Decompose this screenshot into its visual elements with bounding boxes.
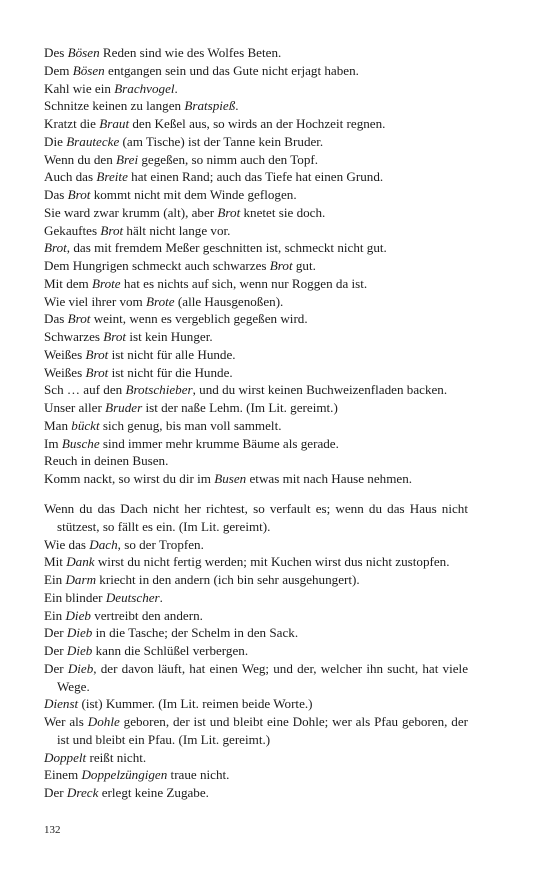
- keyword: Busen: [214, 471, 247, 486]
- proverb-line: [44, 204, 468, 222]
- text-segment: kommt nicht mit dem Winde geflogen.: [90, 187, 297, 202]
- text-segment: Ein: [44, 607, 66, 623]
- keyword: Brote: [92, 275, 121, 291]
- proverb-line: [44, 660, 468, 696]
- proverb-line: [44, 713, 468, 749]
- text-segment: .: [159, 589, 163, 605]
- text-segment: Wer als: [44, 714, 88, 729]
- keyword: Brot: [103, 329, 127, 344]
- proverb-line: [44, 310, 468, 328]
- text-segment: Mit: [44, 554, 67, 570]
- keyword: Dieb: [65, 607, 91, 623]
- text-segment: weint, wenn es vergeblich gegeßen wird.: [90, 311, 308, 327]
- keyword: Brot: [217, 204, 241, 220]
- proverb-list-d: [44, 500, 468, 802]
- text-segment: Ein blinder: [44, 589, 106, 605]
- text-segment: geboren, der ist und bleibt eine Dohle; wer als Pfau geboren, der ist und bleibt ein Pfau. (Im Lit. gereimt.): [57, 714, 469, 747]
- proverb-line: [44, 328, 468, 346]
- keyword: Deutscher: [105, 589, 160, 605]
- text-segment: ist der naße Lehm. (Im Lit. gereimt.): [142, 400, 338, 415]
- proverb-line: [44, 589, 468, 607]
- keyword: Brot: [100, 222, 124, 238]
- text-segment: gut.: [292, 258, 316, 273]
- text-segment: Im: [44, 435, 62, 451]
- text-segment: , der davon läuft, hat einen Weg; und der, welcher ihn sucht, hat viele Wege.: [57, 660, 468, 694]
- proverb-line: [44, 553, 468, 571]
- text-segment: Einem: [44, 767, 82, 783]
- text-segment: wirst du nicht fertig werden; mit Kuchen wirst dus nicht zustopfen.: [94, 554, 450, 570]
- proverb-line: [44, 766, 468, 784]
- text-segment: ist nicht für die Hunde.: [108, 364, 233, 380]
- proverb-line: [44, 470, 468, 488]
- proverb-line: [44, 399, 468, 417]
- proverb-line: [44, 80, 468, 98]
- keyword: Doppelzüngigen: [81, 767, 168, 783]
- text-segment: Kahl wie ein: [44, 80, 115, 96]
- text-segment: Der: [44, 785, 67, 800]
- text-segment: hat einen Rand; auch das Tiefe hat einen Grund.: [127, 169, 384, 185]
- text-segment: Das: [44, 187, 68, 202]
- text-segment: Dem: [44, 62, 73, 78]
- proverb-line: [44, 364, 468, 382]
- text-segment: Man: [44, 417, 72, 433]
- text-segment: vertreibt den andern.: [90, 607, 203, 623]
- proverb-line: [44, 346, 468, 364]
- proverb-line: [44, 500, 468, 536]
- keyword: Bruder: [105, 400, 143, 415]
- text-segment: Weißes: [44, 364, 86, 380]
- keyword: Dohle: [87, 714, 120, 729]
- text-segment: gegeßen, so nimm auch den Topf.: [138, 151, 319, 167]
- text-segment: (ist) Kummer. (Im Lit. reimen beide Worte.): [78, 696, 313, 712]
- text-segment: Sch … auf den: [44, 382, 126, 398]
- keyword: bückt: [71, 417, 100, 433]
- text-segment: Wenn du das Dach nicht her richtest, so verfault es; wenn du das Haus nicht stützest, so fällt es ein. (Im Lit. gereimt).: [44, 501, 468, 534]
- proverb-line: [44, 222, 468, 240]
- proverb-line: [44, 115, 468, 133]
- text-segment: Der: [44, 625, 67, 641]
- text-segment: Der: [44, 643, 67, 658]
- text-segment: traue nicht.: [167, 767, 230, 783]
- text-segment: , so der Tropfen.: [117, 536, 204, 552]
- text-segment: Dem Hungrigen schmeckt auch schwarzes: [44, 258, 270, 273]
- text-segment: Der: [44, 660, 68, 676]
- keyword: Breite: [96, 169, 128, 185]
- text-segment: .: [235, 98, 239, 114]
- keyword: Doppelt: [44, 749, 87, 765]
- keyword: Brote: [146, 293, 175, 309]
- proverb-line: [44, 293, 468, 311]
- keyword: Bösen: [67, 45, 100, 60]
- text-segment: Komm nackt, so wirst du dir im: [44, 471, 215, 486]
- text-segment: , das mit fremdem Meßer geschnitten ist, schmeckt nicht gut.: [66, 240, 387, 256]
- text-segment: in die Tasche; der Schelm in den Sack.: [92, 625, 299, 641]
- text-segment: hält nicht lange vor.: [123, 222, 231, 238]
- proverb-line: [44, 536, 468, 554]
- proverb-line: [44, 784, 468, 802]
- proverb-line: [44, 239, 468, 257]
- keyword: Dank: [66, 554, 95, 570]
- proverb-line: [44, 381, 468, 399]
- proverb-line: [44, 571, 468, 589]
- keyword: Brotschieber: [125, 382, 193, 398]
- text-segment: Wie viel ihrer vom: [44, 293, 147, 309]
- text-segment: sich genug, bis man voll sammelt.: [99, 417, 282, 433]
- keyword: Bratspieß: [184, 98, 236, 114]
- text-segment: Schwarzes: [44, 329, 104, 344]
- keyword: Dieb: [67, 660, 94, 676]
- proverb-line: [44, 257, 468, 275]
- text-segment: Kratzt die: [44, 116, 100, 131]
- proverb-line: [44, 97, 468, 115]
- proverb-line: [44, 133, 468, 151]
- keyword: Dieb: [66, 625, 93, 641]
- text-segment: Des: [44, 45, 68, 60]
- keyword: Braut: [99, 116, 130, 131]
- keyword: Dieb: [66, 643, 93, 658]
- keyword: Brautecke: [66, 133, 120, 149]
- text-segment: .: [174, 80, 178, 96]
- keyword: Dreck: [66, 785, 99, 800]
- text-segment: Mit dem: [44, 275, 93, 291]
- keyword: Brot: [85, 346, 109, 362]
- text-segment: Wenn du den: [44, 151, 117, 167]
- text-segment: (am Tische) ist der Tanne kein Bruder.: [119, 133, 324, 149]
- text-segment: erlegt keine Zugabe.: [98, 785, 209, 800]
- proverb-line: [44, 695, 468, 713]
- text-segment: knetet sie doch.: [240, 204, 326, 220]
- text-segment: ist kein Hunger.: [126, 329, 213, 344]
- page-number: 132: [44, 824, 61, 836]
- proverb-line: [44, 607, 468, 625]
- keyword: Dienst: [44, 696, 79, 712]
- keyword: Busche: [61, 435, 100, 451]
- keyword: Brot: [85, 364, 109, 380]
- keyword: Brot: [44, 240, 67, 256]
- text-segment: Sie ward zwar krumm (alt), aber: [44, 204, 218, 220]
- proverb-line: [44, 275, 468, 293]
- text-segment: Gekauftes: [44, 222, 101, 238]
- keyword: Darm: [65, 572, 97, 587]
- proverb-line: [44, 62, 468, 80]
- proverb-line: [44, 168, 468, 186]
- keyword: Brot: [269, 258, 293, 273]
- proverb-line: [44, 151, 468, 169]
- text-segment: Reden sind wie des Wolfes Beten.: [99, 45, 282, 60]
- keyword: Bösen: [72, 62, 105, 78]
- text-segment: ist nicht für alle Hunde.: [108, 346, 236, 362]
- text-segment: Schnitze keinen zu langen: [44, 98, 185, 114]
- text-segment: Reuch in deinen Busen.: [44, 453, 169, 469]
- text-segment: Weißes: [44, 346, 86, 362]
- text-segment: Wie das: [44, 536, 90, 552]
- text-segment: entgangen sein und das Gute nicht erjagt haben.: [104, 62, 359, 78]
- proverb-list-b: [44, 44, 468, 488]
- text-segment: Das: [44, 311, 68, 327]
- text-segment: Auch das: [44, 169, 97, 185]
- proverb-line: [44, 452, 468, 470]
- proverb-line: [44, 749, 468, 767]
- text-segment: Die: [44, 133, 67, 149]
- proverb-line: [44, 44, 468, 62]
- text-segment: Ein: [44, 572, 66, 587]
- keyword: Brot: [67, 311, 91, 327]
- text-segment: den Keßel aus, so wirds an der Hochzeit regnen.: [129, 116, 386, 131]
- proverb-line: [44, 435, 468, 453]
- keyword: Dach: [89, 536, 118, 552]
- text-segment: (alle Hausgenoßen).: [174, 293, 284, 309]
- text-segment: hat es nichts auf sich, wenn nur Roggen da ist.: [120, 275, 368, 291]
- text-segment: kriecht in den andern (ich bin sehr ausgehungert).: [96, 572, 360, 587]
- proverb-line: [44, 186, 468, 204]
- keyword: Brachvogel: [114, 80, 175, 96]
- text-segment: reißt nicht.: [86, 749, 147, 765]
- text-segment: etwas mit nach Hause nehmen.: [246, 471, 413, 486]
- keyword: Brot: [67, 187, 91, 202]
- text-segment: , und du wirst keinen Buchweizenfladen backen.: [192, 382, 448, 398]
- text-segment: sind immer mehr krumme Bäume als gerade.: [99, 435, 339, 451]
- proverb-line: [44, 642, 468, 660]
- keyword: Brei: [116, 151, 139, 167]
- proverb-line: [44, 624, 468, 642]
- text-segment: Unser aller: [44, 400, 106, 415]
- text-segment: kann die Schlüßel verbergen.: [92, 643, 249, 658]
- proverb-line: [44, 417, 468, 435]
